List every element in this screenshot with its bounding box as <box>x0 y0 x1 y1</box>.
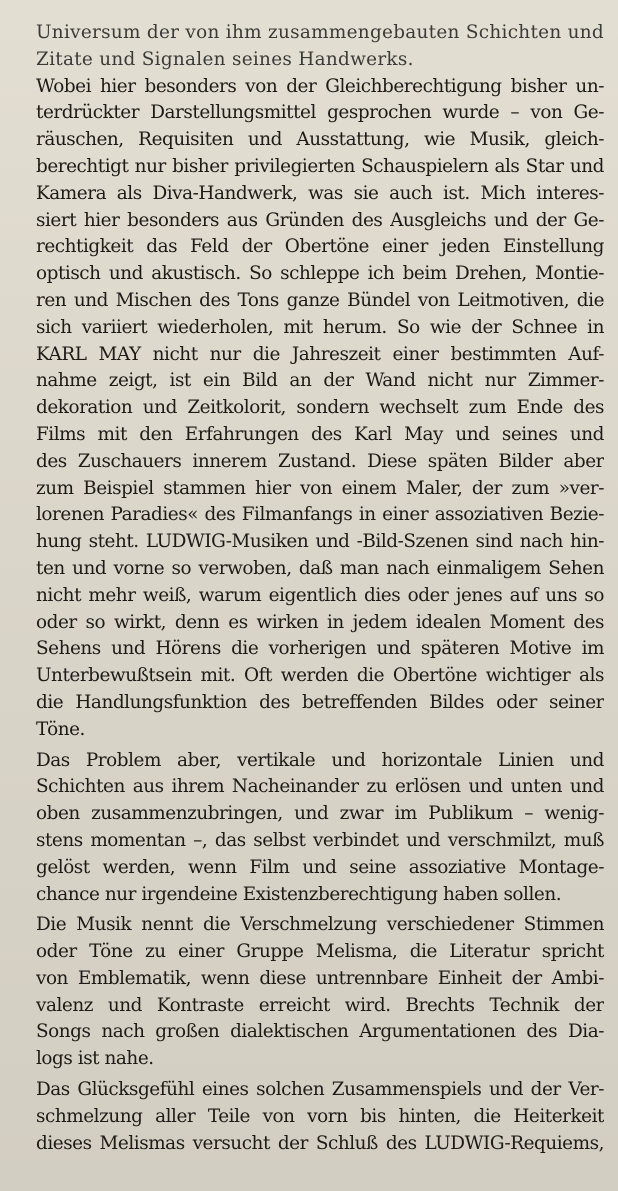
text-line: valenz und Kontraste erreicht wird. Brechts Technik der <box>36 994 604 1016</box>
text-line: Sehens und Hörens die vorherigen und späteren Motive im <box>36 638 604 660</box>
text-line: Schichten aus ihrem Nacheinander zu erlösen und unten und <box>36 776 604 798</box>
text-line: nicht mehr weiß, warum eigentlich dies oder jenes auf uns so <box>36 584 604 606</box>
paragraph-5 <box>36 1077 604 1157</box>
text-line: lorenen Paradies« des Filmanfangs in einer assoziativen Bezie- <box>36 504 604 526</box>
text-line: Die Musik nennt die Verschmelzung verschiedener Stimmen <box>36 914 604 936</box>
paragraph-1 <box>36 20 604 74</box>
text-line: Töne. <box>36 718 85 740</box>
text-line: chance nur irgendeine Existenzberechtigung haben sollen. <box>36 883 562 905</box>
text-line: oder so wirkt, denn es wirken in jedem idealen Moment des <box>36 611 604 633</box>
text-line: optisch und akustisch. So schleppe ich beim Drehen, Montie- <box>36 263 604 285</box>
text-line: rechtigkeit das Feld der Obertöne einer jeden Einstellung <box>36 236 604 258</box>
text-line: hung steht. LUDWIG-Musiken und -Bild-Szenen sind nach hin- <box>36 531 604 553</box>
text-line: schmelzung aller Teile von vorn bis hinten, die Heiterkeit <box>36 1105 604 1127</box>
paragraph-2 <box>36 74 604 744</box>
text-line: die Handlungsfunktion des betreffenden Bildes oder seiner <box>36 691 604 713</box>
text-line: oben zusammenzubringen, und zwar im Publikum – wenig- <box>36 803 604 825</box>
text-line: dieses Melismas versucht der Schluß des LUDWIG-Requiems, <box>36 1132 604 1154</box>
text-line: siert hier besonders aus Gründen des Ausgleichs und der Ge- <box>36 209 604 231</box>
text-line: Das Glücksgefühl eines solchen Zusammenspiels und der Ver- <box>36 1079 604 1101</box>
text-line: ten und vorne so verwoben, daß man nach einmaligem Sehen <box>36 557 604 579</box>
text-line: stens momentan –, das selbst verbindet und verschmilzt, muß <box>36 829 604 851</box>
text-line: von Emblematik, wenn diese untrennbare Einheit der Ambi- <box>36 967 604 989</box>
text-line: Das Problem aber, vertikale und horizontale Linien und <box>36 749 604 771</box>
text-line: Kamera als Diva-Handwerk, was sie auch ist. Mich interes- <box>36 182 604 204</box>
text-line: dekoration und Zeitkolorit, sondern wechselt zum Ende des <box>36 397 604 419</box>
text-line: Songs nach großen dialektischen Argumentationen des Dia- <box>36 1021 604 1043</box>
paragraph-3 <box>36 748 604 909</box>
text-line: gelöst werden, wenn Film und seine assoziative Montage- <box>36 856 604 878</box>
text-line: Zitate und Signalen seines Handwerks. <box>36 48 414 70</box>
text-line: ren und Mischen des Tons ganze Bündel von Leitmotiven, die <box>36 289 604 311</box>
text-line: logs ist nahe. <box>36 1048 154 1070</box>
text-line: Films mit den Erfahrungen des Karl May und seines und <box>36 423 604 445</box>
paragraph-4 <box>36 912 604 1073</box>
text-line: terdrückter Darstellungsmittel gesprochen wurde – von Ge- <box>36 102 604 124</box>
text-line: Universum der von ihm zusammengebauten Schichten und <box>36 22 604 43</box>
text-line: räuschen, Requisiten und Ausstattung, wie Musik, gleich- <box>36 129 604 151</box>
text-line: des Zuschauers innerem Zustand. Diese späten Bilder aber <box>36 450 604 472</box>
text-line: KARL MAY nicht nur die Jahreszeit einer bestimmten Auf- <box>36 343 604 365</box>
text-line: nahme zeigt, ist ein Bild an der Wand nicht nur Zimmer- <box>36 370 604 392</box>
text-line: Unterbewußtsein mit. Oft werden die Obertöne wichtiger als <box>36 665 604 687</box>
text-line: sich variiert wiederholen, mit herum. So wie der Schnee in <box>36 316 604 338</box>
text-line: Wobei hier besonders von der Gleichberechtigung bisher un- <box>36 75 604 97</box>
text-line: zum Beispiel stammen hier von einem Maler, der zum »ver- <box>36 477 604 499</box>
text-line: oder Töne zu einer Gruppe Melisma, die Literatur spricht <box>36 941 604 963</box>
text-line: berechtigt nur bisher privilegierten Schauspielern als Star und <box>36 155 604 177</box>
